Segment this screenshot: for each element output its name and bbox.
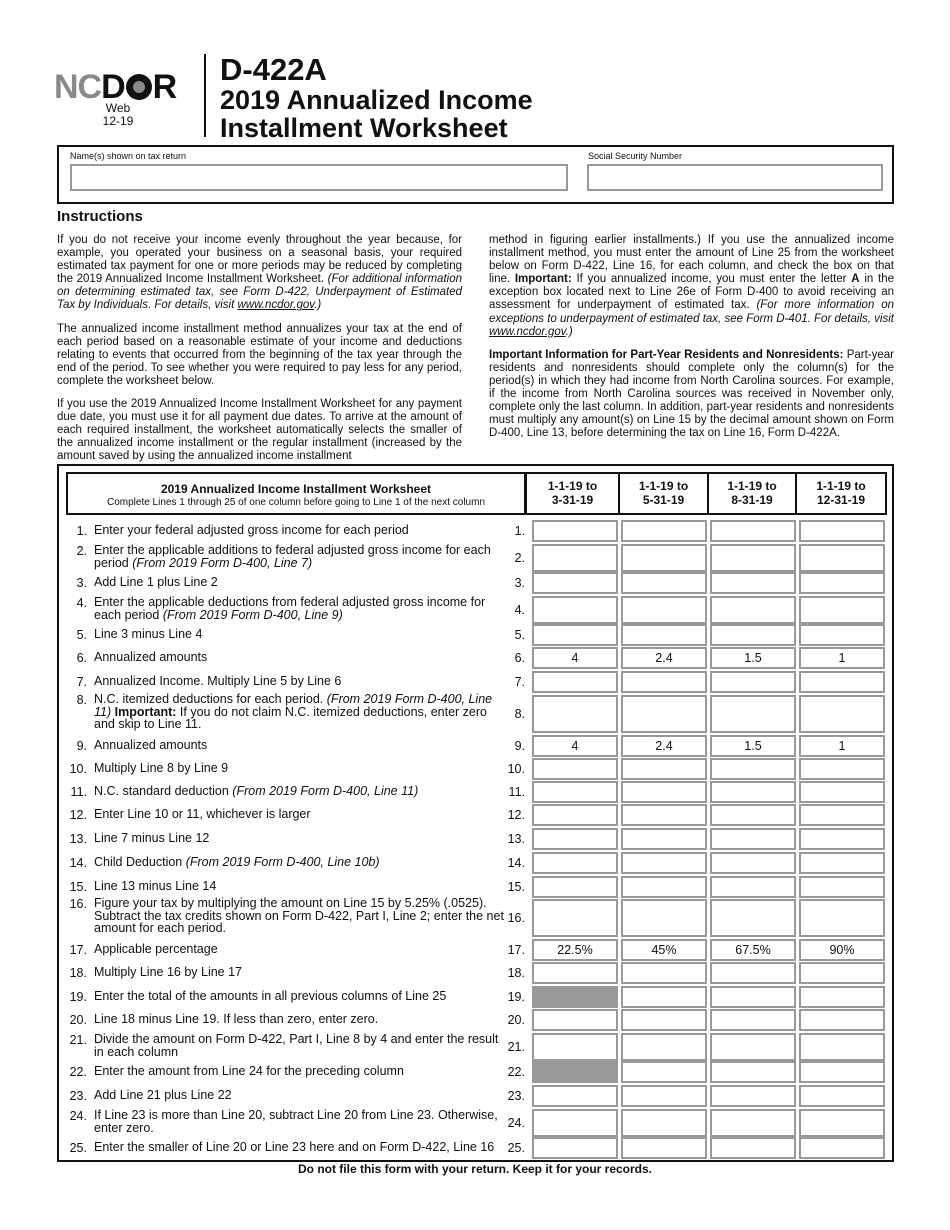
logo-circle-icon: [126, 74, 152, 100]
amount-cell[interactable]: [532, 544, 618, 572]
amount-cell[interactable]: [621, 544, 707, 572]
amount-cell[interactable]: [532, 695, 618, 733]
worksheet-row: [59, 852, 894, 872]
line-number: 2.: [76, 544, 87, 558]
amount-cell[interactable]: [799, 1009, 885, 1031]
line-description: Enter the amount from Line 24 for the preceding column: [94, 1064, 404, 1078]
line-description: N.C. standard deduction (From 2019 Form D-400, Line 11): [94, 784, 419, 798]
line-description: Enter Line 10 or 11, whichever is larger: [94, 807, 311, 821]
amount-cell[interactable]: [799, 1061, 885, 1083]
worksheet-row: [59, 986, 894, 1006]
logo-version: Web 12-19: [102, 101, 134, 128]
instructions-paragraph-3: If you use the 2019 Annualized Income Installment Worksheet for any payment due date, you must use it for all payment due dates. To arrive at the amount of each required installment, the worksheet automatically selects the smaller of the annualized income installment or the regular installment (increased by the amount saved by using the annualized income installment: [57, 398, 462, 463]
instructions-paragraph-1: If you do not receive your income evenly throughout the year because, for example, you operated your business on a seasonal basis, your required estimated tax payment for one or more periods may be reduced by completing the 2019 Annualized Income Installment Worksheet. (For additional information on determining estimated tax, see Form D-422, Underpayment of Estimated Tax by Individuals. For details, visit www.ncdor.gov.): [57, 234, 462, 312]
amount-cell[interactable]: [532, 804, 618, 826]
amount-cell[interactable]: [710, 962, 796, 984]
amount-cell[interactable]: [621, 596, 707, 624]
line-description: Enter the total of the amounts in all previous columns of Line 25: [94, 989, 447, 1003]
amount-cell[interactable]: [710, 828, 796, 850]
amount-cell[interactable]: [532, 1009, 618, 1031]
amount-cell[interactable]: [710, 520, 796, 542]
amount-cell: 90%: [799, 939, 885, 961]
worksheet-row: [59, 828, 894, 848]
worksheet-row: [59, 1085, 894, 1105]
amount-cell[interactable]: [621, 828, 707, 850]
amount-cell: 1: [799, 647, 885, 669]
amount-cell[interactable]: [621, 1109, 707, 1137]
worksheet-row: [59, 735, 894, 755]
line-reference-number: 1.: [514, 524, 525, 538]
worksheet-row: [59, 596, 894, 622]
amount-cell: 2.4: [621, 647, 707, 669]
line-reference-number: 2.: [514, 551, 525, 565]
line-reference-number: 5.: [514, 628, 525, 642]
amount-cell[interactable]: [532, 899, 618, 937]
line-description: Add Line 1 plus Line 2: [94, 575, 218, 589]
form-name-line1: 2019 Annualized Income: [220, 85, 533, 115]
line-number: 7.: [76, 675, 87, 689]
amount-cell[interactable]: [710, 1085, 796, 1107]
amount-cell[interactable]: [621, 671, 707, 693]
amount-cell[interactable]: [710, 852, 796, 874]
amount-cell[interactable]: [621, 899, 707, 937]
amount-cell[interactable]: [532, 596, 618, 624]
line-description: Annualized Income. Multiply Line 5 by Line 6: [94, 674, 342, 688]
line-number: 11.: [70, 785, 87, 799]
worksheet-row: [59, 1033, 894, 1059]
line-reference-number: 16.: [507, 911, 525, 925]
amount-cell[interactable]: [621, 1009, 707, 1031]
amount-cell[interactable]: [799, 1137, 885, 1159]
amount-cell: 45%: [621, 939, 707, 961]
line-number: 8.: [76, 693, 87, 707]
amount-cell[interactable]: [710, 1061, 796, 1083]
line-reference-number: 11.: [508, 785, 525, 799]
period-column-header: 1-1-19 to 5-31-19: [618, 474, 707, 513]
amount-cell: 1.5: [710, 647, 796, 669]
worksheet-row: [59, 1009, 894, 1029]
amount-cell[interactable]: [710, 804, 796, 826]
line-reference-number: 8.: [514, 707, 525, 721]
line-number: 6.: [76, 651, 87, 665]
worksheet-row: [59, 624, 894, 644]
line-description: Annualized amounts: [94, 650, 208, 664]
amount-cell[interactable]: [799, 876, 885, 898]
worksheet-row: [59, 962, 894, 982]
amount-cell[interactable]: [532, 1085, 618, 1107]
line-reference-number: 13.: [507, 832, 525, 846]
line-number: 22.: [69, 1065, 87, 1079]
line-number: 23.: [69, 1089, 87, 1103]
worksheet-row: [59, 781, 894, 801]
worksheet-row: [59, 671, 894, 691]
worksheet: [57, 464, 894, 1162]
worksheet-row: [59, 692, 894, 731]
amount-cell[interactable]: [710, 1033, 796, 1061]
line-reference-number: 6.: [514, 651, 525, 665]
amount-cell[interactable]: [799, 596, 885, 624]
worksheet-row: [59, 1137, 894, 1157]
line-description: Line 13 minus Line 14: [94, 879, 217, 893]
amount-cell[interactable]: [799, 1085, 885, 1107]
line-number: 15.: [69, 880, 87, 894]
amount-cell[interactable]: [710, 781, 796, 803]
amount-cell[interactable]: [621, 1033, 707, 1061]
amount-cell[interactable]: [710, 572, 796, 594]
amount-cell[interactable]: [710, 624, 796, 646]
amount-cell[interactable]: [710, 695, 796, 733]
amount-cell[interactable]: [799, 962, 885, 984]
worksheet-row: [59, 647, 894, 667]
line-number: 25.: [69, 1141, 87, 1155]
period-column-header: 1-1-19 to 3-31-19: [547, 479, 598, 507]
instructions-left-column: [57, 234, 462, 474]
line-number: 24.: [69, 1109, 87, 1123]
ncdor-logo: NCD R Web 12-19: [54, 72, 184, 102]
instructions-heading: Instructions: [57, 208, 143, 225]
line-description: Line 3 minus Line 4: [94, 627, 203, 641]
worksheet-title: 2019 Annualized Income Installment Worksheet: [160, 482, 432, 496]
amount-cell: 1: [799, 735, 885, 757]
amount-cell: 22.5%: [532, 939, 618, 961]
line-number: 14.: [69, 856, 87, 870]
amount-cell[interactable]: [710, 1109, 796, 1137]
amount-cell[interactable]: [532, 1137, 618, 1159]
amount-cell[interactable]: [532, 1109, 618, 1137]
line-number: 20.: [69, 1013, 87, 1027]
line-reference-number: 19.: [507, 990, 525, 1004]
amount-cell[interactable]: [621, 962, 707, 984]
worksheet-row: [59, 544, 894, 570]
line-reference-number: 4.: [514, 603, 525, 617]
worksheet-row: [59, 758, 894, 778]
amount-cell[interactable]: [621, 572, 707, 594]
amount-cell[interactable]: [621, 624, 707, 646]
line-description: Divide the amount on Form D-422, Part I, Line 8 by 4 and enter the result in each column: [94, 1032, 499, 1059]
instructions-paragraph-4: method in figuring earlier installments.) If you use the annualized income installment method, you must enter the amount of Line 25 from the worksheet below on Form D-422, Line 16, for each column, and check the box on that line. Important: If you annualized income, you must enter the letter A in the exception box located next to Line 26e of Form D-400 to avoid receiving an assessment for underpayment of estimated tax. (For more information on exceptions to underpayment of estimated tax, see Form D-401. For details, visit www.ncdor.gov.): [489, 234, 895, 338]
name-label: Name(s) shown on tax return: [70, 151, 187, 161]
amount-cell[interactable]: [799, 758, 885, 780]
form-name-line2: Installment Worksheet: [220, 113, 508, 143]
amount-cell[interactable]: [710, 1009, 796, 1031]
amount-cell[interactable]: [710, 986, 796, 1008]
amount-cell[interactable]: [532, 852, 618, 874]
amount-cell[interactable]: [799, 828, 885, 850]
line-description: Enter your federal adjusted gross income for each period: [94, 523, 409, 537]
amount-cell[interactable]: [621, 695, 707, 733]
amount-cell[interactable]: [532, 671, 618, 693]
amount-cell[interactable]: [621, 781, 707, 803]
line-reference-number: 17.: [507, 943, 525, 957]
amount-cell[interactable]: [532, 520, 618, 542]
worksheet-row: [59, 1109, 894, 1135]
amount-cell[interactable]: [710, 544, 796, 572]
line-description: Enter the applicable deductions from federal adjusted gross income for each period (From 2019 Form D-400, Line 9): [94, 595, 486, 622]
amount-cell[interactable]: [799, 671, 885, 693]
line-description: Enter the smaller of Line 20 or Line 23 here and on Form D-422, Line 16: [94, 1140, 495, 1154]
worksheet-row: [59, 804, 894, 824]
amount-cell[interactable]: [799, 1109, 885, 1137]
amount-cell[interactable]: [621, 520, 707, 542]
instructions-right-column: [489, 234, 894, 450]
line-reference-number: 18.: [507, 966, 525, 980]
line-reference-number: 10.: [507, 762, 525, 776]
line-reference-number: 9.: [514, 739, 525, 753]
amount-cell[interactable]: [799, 899, 885, 937]
line-description: Line 18 minus Line 19. If less than zero, enter zero.: [94, 1012, 379, 1026]
amount-cell[interactable]: [799, 986, 885, 1008]
amount-cell[interactable]: [799, 852, 885, 874]
line-description: Line 7 minus Line 12: [94, 831, 210, 845]
amount-cell[interactable]: [799, 804, 885, 826]
amount-cell: 67.5%: [710, 939, 796, 961]
line-reference-number: 22.: [507, 1065, 525, 1079]
ncdor-link[interactable]: www.ncdor.gov: [489, 325, 566, 338]
amount-cell[interactable]: [621, 1137, 707, 1159]
amount-cell: 2.4: [621, 735, 707, 757]
amount-cell[interactable]: [621, 804, 707, 826]
line-number: 1.: [76, 524, 87, 538]
form-code: D-422A: [220, 52, 327, 87]
shaded-cell: [532, 1061, 618, 1083]
line-description: Child Deduction (From 2019 Form D-400, Line 10b): [94, 855, 380, 869]
amount-cell[interactable]: [799, 624, 885, 646]
amount-cell[interactable]: [710, 1137, 796, 1159]
line-description: Applicable percentage: [94, 942, 218, 956]
line-reference-number: 12.: [507, 808, 525, 822]
line-number: 10.: [69, 762, 87, 776]
ssn-field[interactable]: [587, 164, 883, 191]
amount-cell[interactable]: [621, 852, 707, 874]
line-description: Multiply Line 16 by Line 17: [94, 965, 243, 979]
amount-cell[interactable]: [532, 1033, 618, 1061]
header-divider: [204, 54, 206, 137]
worksheet-row: [59, 1061, 894, 1081]
period-column-header: 1-1-19 to 8-31-19: [707, 474, 795, 513]
amount-cell[interactable]: [799, 572, 885, 594]
line-number: 17.: [69, 943, 87, 957]
amount-cell[interactable]: [532, 828, 618, 850]
amount-cell[interactable]: [710, 758, 796, 780]
amount-cell[interactable]: [799, 695, 885, 733]
line-reference-number: 14.: [507, 856, 525, 870]
period-column-header: 1-1-19 to 12-31-19: [795, 474, 885, 513]
amount-cell[interactable]: [532, 781, 618, 803]
amount-cell[interactable]: [710, 899, 796, 937]
instructions-paragraph-2: The annualized income installment method annualizes your tax at the end of each period based on a reasonable estimate of your income and deductions relating to events that occurred from the beginning of the tax year through the end of the period. To see whether you were required to pay less for any period, complete the worksheet below.: [57, 322, 462, 387]
amount-cell[interactable]: [532, 572, 618, 594]
amount-cell[interactable]: [799, 544, 885, 572]
amount-cell[interactable]: [621, 758, 707, 780]
worksheet-row: [59, 520, 894, 540]
amount-cell[interactable]: [621, 1085, 707, 1107]
amount-cell[interactable]: [621, 986, 707, 1008]
line-description: Add Line 21 plus Line 22: [94, 1088, 232, 1102]
line-description: Enter the applicable additions to federal adjusted gross income for each period (From 2019 Form D-400, Line 7): [94, 543, 491, 570]
form-title: [220, 54, 533, 142]
line-number: 9.: [76, 739, 87, 753]
line-reference-number: 21.: [507, 1040, 525, 1054]
amount-cell: 1.5: [710, 735, 796, 757]
amount-cell[interactable]: [799, 781, 885, 803]
line-description: Multiply Line 8 by Line 9: [94, 761, 229, 775]
amount-cell: 4: [532, 735, 618, 757]
line-description: N.C. itemized deductions for each period. (From 2019 Form D-400, Line 11) Important: If you do not claim N.C. itemized deductions, enter zero and skip to Line 11.: [94, 692, 493, 731]
worksheet-row: [59, 939, 894, 959]
period-column-headers: [525, 472, 887, 515]
amount-cell[interactable]: [532, 758, 618, 780]
name-field[interactable]: [70, 164, 568, 191]
amount-cell[interactable]: [532, 876, 618, 898]
amount-cell[interactable]: [532, 962, 618, 984]
line-number: 18.: [69, 966, 87, 980]
worksheet-row: [59, 876, 894, 896]
line-reference-number: 3.: [514, 576, 525, 590]
line-reference-number: 15.: [507, 880, 525, 894]
taxpayer-info-box: [57, 145, 894, 204]
line-reference-number: 25.: [507, 1141, 525, 1155]
amount-cell[interactable]: [710, 596, 796, 624]
line-description: If Line 23 is more than Line 20, subtract Line 20 from Line 23. Otherwise, enter zero.: [94, 1108, 498, 1135]
line-number: 19.: [69, 990, 87, 1004]
line-description: Annualized amounts: [94, 738, 208, 752]
line-number: 12.: [69, 808, 87, 822]
amount-cell[interactable]: [532, 624, 618, 646]
ssn-label: Social Security Number: [588, 151, 683, 161]
line-reference-number: 20.: [507, 1013, 525, 1027]
line-number: 21.: [69, 1033, 87, 1047]
amount-cell: 4: [532, 647, 618, 669]
line-number: 13.: [69, 832, 87, 846]
line-number: 5.: [76, 628, 87, 642]
worksheet-subtitle: Complete Lines 1 through 25 of one column before going to Line 1 of the next column: [106, 497, 486, 508]
line-number: 3.: [76, 576, 87, 590]
line-reference-number: 24.: [507, 1116, 525, 1130]
worksheet-row: [59, 572, 894, 592]
worksheet-header: [66, 472, 526, 515]
amount-cell[interactable]: [799, 520, 885, 542]
amount-cell[interactable]: [710, 876, 796, 898]
ncdor-link[interactable]: www.ncdor.gov: [237, 299, 315, 312]
worksheet-row: [59, 896, 894, 935]
line-number: 16.: [69, 897, 87, 911]
amount-cell[interactable]: [621, 1061, 707, 1083]
footer-note: Do not file this form with your return. Keep it for your records.: [297, 1162, 653, 1176]
line-reference-number: 23.: [507, 1089, 525, 1103]
amount-cell[interactable]: [710, 671, 796, 693]
amount-cell[interactable]: [621, 876, 707, 898]
line-description: Figure your tax by multiplying the amount on Line 15 by 5.25% (.0525). Subtract the tax credits shown on Form D-422, Part I, Line 2; enter the net amount for each period.: [94, 896, 504, 935]
line-reference-number: 7.: [514, 675, 525, 689]
shaded-cell: [532, 986, 618, 1008]
instructions-paragraph-5: Important Information for Part-Year Residents and Nonresidents: Part-year residents and nonresidents should complete only the column(s) for the period(s) in which they had income from North Carolina sources. For example, if the income from North Carolina sources was received in November only, complete only the last column. In addition, part-year residents and nonresidents must multiply any amount(s) on Line 15 by the decimal amount shown on Form D-400, Line 13, before determining the tax on Line 16, Form D-422A.: [489, 348, 894, 440]
amount-cell[interactable]: [799, 1033, 885, 1061]
line-number: 4.: [76, 596, 87, 610]
